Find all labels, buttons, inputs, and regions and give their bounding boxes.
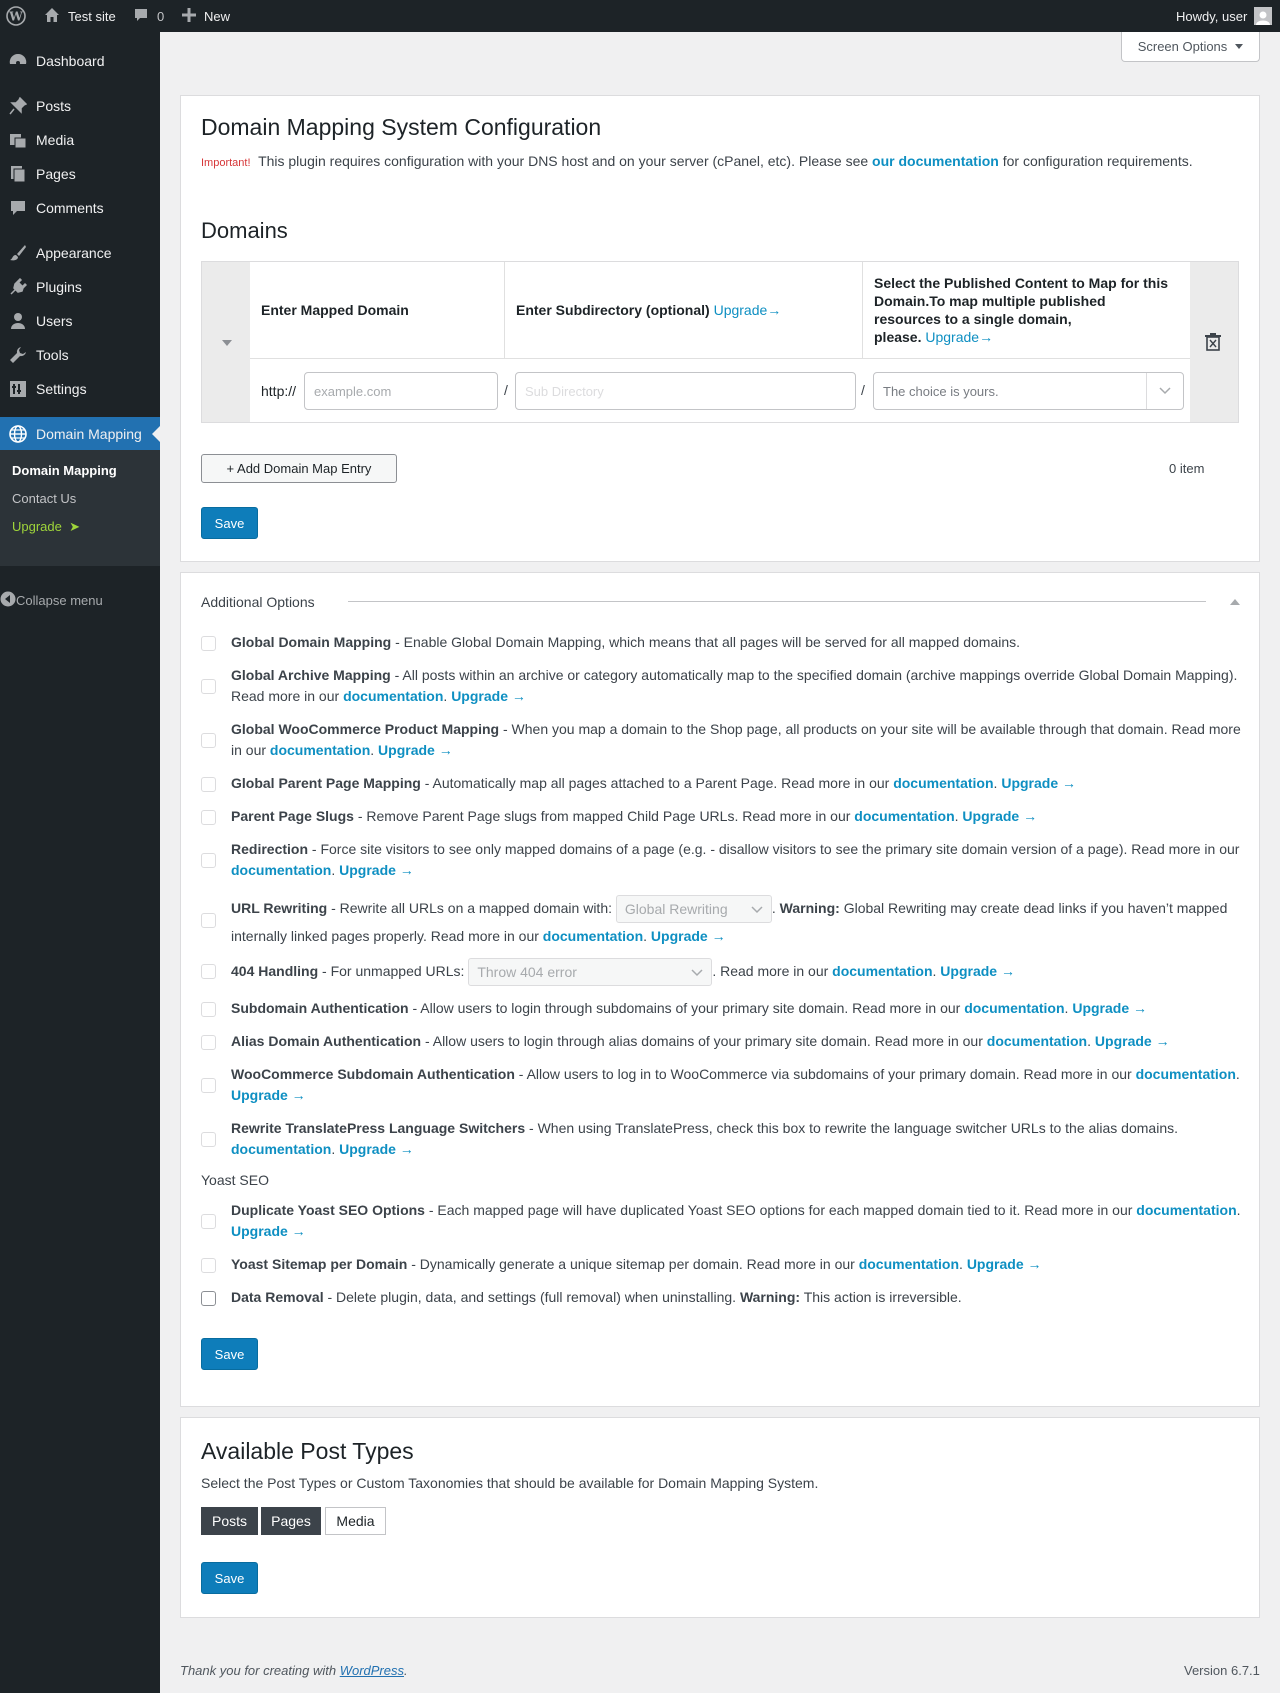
collapse-up-icon[interactable] [1230, 599, 1240, 605]
doc-separator: . [1087, 1033, 1092, 1049]
menu-label: Posts [36, 98, 72, 114]
doc-separator: . [643, 928, 648, 945]
upgrade-link[interactable]: Upgrade → [1001, 775, 1077, 791]
arrow-right-icon: ➤ [69, 519, 81, 534]
global-woocommerce-product-mapping-checkbox[interactable] [201, 733, 216, 748]
collapse-menu-button[interactable] [0, 584, 160, 616]
documentation-link[interactable]: documentation [858, 1256, 960, 1272]
home-icon [44, 7, 60, 26]
user-icon [0, 312, 36, 330]
post-type-media-toggle[interactable] [325, 1507, 386, 1535]
new-label: New [204, 8, 231, 24]
upgrade-link[interactable]: Upgrade → [966, 1256, 1042, 1272]
option-desc: - Each mapped page will have duplicated Yoast SEO options for each mapped domain tied to it. Read more in our [424, 1202, 1137, 1218]
menu-item-plugins[interactable] [0, 270, 160, 304]
subdirectory-input[interactable] [515, 372, 856, 410]
option-desc: - Allow users to login through subdomains of your primary site domain. Read more in our [408, 1000, 965, 1016]
option-name: Data Removal [231, 1289, 324, 1305]
option-name: 404 Handling [231, 963, 319, 979]
option-name: Rewrite TranslatePress Language Switchers [231, 1120, 526, 1136]
notice-text: This plugin requires configuration with your DNS host and on your server (cPanel, etc). Please see [258, 153, 869, 169]
post-type-pages-toggle[interactable] [261, 1507, 321, 1535]
caret-down-icon [1235, 44, 1243, 49]
collapse-label: Collapse menu [16, 592, 103, 608]
menu-item-pages[interactable] [0, 157, 160, 191]
option-name: Parent Page Slugs [231, 808, 354, 824]
additional-options-panel: Additional Options Global Domain Mapping - Enable Global Domain Mapping, which means that all pages will be served for all mapped domains. Global Archive Mapping - All posts within an archive or category automatically map to the specified domain (archive mappings override Global Domain Mapping). Read more in our documentation. Upgrade → Global WooCommerce Product Mapping - When you map a domain to the Shop page, all products on your site will be available through that domain. Read more in our documentation. Upgrade → Global Parent Page Mapping - Automatically map all pages attached to a Parent Page. Read more in our documentation. Upgrade → Parent Page Slugs - Remove Parent Page slugs from mapped Child Page URLs. Read more in our documentation. Upgrade → Redirection - Force site visitors to see only mapped domains of a page (e.g. - disallow visitors to see the primary site domain version of a page). Read more in our documentation. Upgrade → URL Rewriting - Rewrite all URLs on a mapped domain with: Global Rewriting . Warning: Global Rewriting may create dead links if you haven’t mapped internally linked pages properly. Read more in our documentation. Upgrade → 404 Handling - For unmapped URLs: Throw 404 error . Read more in our documentation. Upgrade → Subdomain Authentication - Allow users to login through subdomains of your primary site domain. Read more in our documentation. Upgrade → Alias Domain Authentication - Allow users to login through alias domains of your primary site domain. Read more in our documentation. Upgrade → WooCommerce Subdomain Authentication - Allow users to log in to WooCommerce via subdomains of your primary domain. Read more in our documentation. Upgrade → Rewrite TranslatePress Language Switchers - When using TranslatePress, check this box to rewrite the language switcher URLs to the alias domains. documentation. Upgrade → Yoast SEO Duplicate Yoast SEO Options - Each mapped page will have duplicated Yoast SEO options for each mapped domain tied to it. Read more in our documentation. Upgrade → Yoast Sitemap per Domain - Dynamically generate a unique sitemap per domain. Read more in our documentation. Upgrade → Data Removal - Delete plugin, data, and settings (full removal) when uninstalling. Warning: This action is irreversible. Save [180, 572, 1260, 1407]
toggle-label: Pages [271, 1513, 311, 1529]
svg-text:W: W [9, 9, 23, 24]
doc-separator: . [1235, 1066, 1240, 1082]
upgrade-link[interactable]: Upgrade → [339, 1141, 414, 1157]
url-rewriting-select[interactable] [616, 895, 772, 923]
thanks-post: . [404, 1663, 408, 1678]
footer-version: Version 6.7.1 [1184, 1663, 1260, 1678]
additional-options-heading: Additional Options [201, 594, 315, 610]
documentation-link[interactable]: documentation [542, 928, 644, 945]
important-label: Important! [201, 157, 251, 169]
option-desc2: This action is irreversible. [800, 1289, 962, 1305]
menu-label: Tools [36, 347, 69, 363]
option-name: Alias Domain Authentication [231, 1033, 422, 1049]
button-label: + Add Domain Map Entry [226, 461, 372, 476]
http-prefix: http:// [261, 383, 297, 399]
option-desc: - Automatically map all pages attached to a Parent Page. Read more in our [420, 775, 894, 791]
comment-icon [0, 199, 36, 217]
heading-divider [348, 601, 1206, 602]
save-button[interactable] [201, 1562, 258, 1594]
footer-thanks [180, 1663, 408, 1678]
option-desc: - Enable Global Domain Mapping, which means that all pages will be served for all mapped domains. [391, 634, 1021, 650]
option-desc: - Allow users to log in to WooCommerce via subdomains of your primary domain. Read more in our [514, 1066, 1136, 1082]
pin-icon [0, 97, 36, 115]
collapse-row-icon[interactable] [222, 340, 232, 346]
domain-map-table [201, 261, 1239, 423]
rewrite-translatepress-checkbox[interactable] [201, 1132, 216, 1147]
chevron-down-icon [691, 957, 703, 987]
doc-separator: . [954, 808, 959, 824]
screen-options-label: Screen Options [1137, 39, 1228, 54]
pages-icon [0, 165, 36, 183]
yoast-seo-heading: Yoast SEO [201, 1172, 269, 1188]
menu-label: Users [36, 313, 73, 329]
input-placeholder: Sub Directory [525, 383, 604, 399]
avatar [1254, 7, 1272, 25]
documentation-link[interactable]: documentation [893, 775, 994, 791]
mapped-domain-input[interactable] [304, 372, 498, 410]
menu-item-media[interactable] [0, 123, 160, 157]
row-divider [250, 358, 1190, 359]
trash-icon[interactable] [1205, 333, 1221, 354]
option-name: Subdomain Authentication [231, 1000, 409, 1016]
option-desc: - For unmapped URLs: [318, 963, 465, 979]
option-name: URL Rewriting [231, 900, 328, 916]
documentation-link[interactable]: documentation [964, 1000, 1065, 1016]
comments-count: 0 [157, 8, 165, 24]
button-label: Save [214, 1570, 245, 1586]
option-name: Global Domain Mapping [231, 634, 392, 650]
col-label: Enter Subdirectory (optional) [516, 302, 710, 318]
option-desc: - When using TranslatePress, check this box to rewrite the language switcher URLs to the alias domains. [525, 1120, 1178, 1136]
option-name: WooCommerce Subdomain Authentication [231, 1066, 515, 1082]
upgrade-link[interactable]: Upgrade → [650, 928, 726, 945]
doc-separator: . [370, 742, 375, 758]
upgrade-link[interactable]: Upgrade → [451, 688, 526, 704]
post-types-heading: Available Post Types [201, 1438, 414, 1464]
option-desc: - Dynamically generate a unique sitemap per domain. Read more in our [407, 1256, 859, 1272]
site-name: Test site [68, 8, 116, 24]
404-handling-select[interactable] [468, 958, 712, 986]
dashboard-icon [0, 52, 36, 70]
doc-separator: . [1064, 1000, 1069, 1016]
thanks-text: Thank you for creating with [180, 1663, 337, 1678]
menu-label: Domain Mapping [36, 426, 142, 442]
menu-label: Dashboard [36, 53, 105, 69]
upgrade-link[interactable]: Upgrade → [940, 963, 1015, 979]
select-value: Global Rewriting [624, 901, 728, 918]
wordpress-logo-icon[interactable] [6, 0, 26, 32]
doc-separator: . [331, 862, 336, 878]
submenu-domain-mapping[interactable]: Domain Mapping [12, 463, 117, 478]
menu-item-dashboard[interactable] [0, 44, 160, 78]
documentation-link[interactable]: documentation [231, 1141, 332, 1157]
submenu-contact-us[interactable]: Contact Us [12, 491, 77, 506]
upgrade-link[interactable]: Upgrade → [339, 862, 414, 878]
admin-menu [0, 32, 160, 1693]
option-desc: - Delete plugin, data, and settings (full removal) when uninstalling. [323, 1289, 740, 1305]
col-label-line3: resources to a single domain, [874, 311, 1072, 327]
warning-label: Warning: [779, 900, 840, 916]
option-desc: - Remove Parent Page slugs from mapped Child Page URLs. Read more in our [353, 808, 855, 824]
button-label: Save [214, 1346, 245, 1362]
menu-item-users[interactable] [0, 304, 160, 338]
global-archive-mapping-checkbox[interactable] [201, 679, 216, 694]
input-placeholder: example.com [314, 383, 392, 399]
option-desc2: . Read more in our [712, 963, 833, 979]
data-removal-checkbox[interactable] [201, 1291, 216, 1306]
menu-item-comments[interactable] [0, 191, 160, 225]
config-notice [201, 153, 1211, 171]
select-value: Throw 404 error [477, 964, 577, 981]
option-name: Global Archive Mapping [231, 667, 391, 683]
menu-label: Settings [36, 381, 87, 397]
domain-map-row [250, 262, 1190, 422]
brush-icon [0, 244, 36, 262]
globe-icon [0, 425, 36, 443]
redirection-checkbox[interactable] [201, 853, 216, 868]
menu-item-domain-mapping[interactable] [0, 417, 160, 451]
post-type-posts-toggle[interactable] [201, 1507, 258, 1535]
option-name: Yoast Sitemap per Domain [231, 1256, 408, 1272]
save-button[interactable] [201, 1338, 258, 1370]
chevron-down-icon [1146, 373, 1183, 409]
menu-label: Appearance [36, 245, 112, 261]
upgrade-label: Upgrade [12, 519, 62, 534]
option-desc: - All posts within an archive or category automatically map to the specified domain (archive mappings override Global Domain Mapping). Read more in our [231, 667, 1238, 704]
menu-item-appearance[interactable] [0, 236, 160, 270]
documentation-link[interactable]: documentation [832, 963, 933, 979]
post-types-panel [180, 1417, 1260, 1618]
configuration-panel [180, 95, 1260, 562]
option-desc: - Force site visitors to see only mapped domains of a page (e.g. - disallow visitors to see the primary site domain version of a page). Read more in our [308, 841, 1240, 857]
doc-separator: . [1236, 1202, 1241, 1218]
upgrade-link[interactable]: Upgrade → [378, 742, 453, 758]
slash-separator: / [861, 382, 865, 398]
option-desc: - Rewrite all URLs on a mapped domain with: [327, 900, 612, 916]
domain-mapping-submenu [0, 450, 160, 566]
documentation-link[interactable]: documentation [343, 688, 444, 704]
option-name: Duplicate Yoast SEO Options [231, 1202, 425, 1218]
menu-label: Comments [36, 200, 104, 216]
upgrade-link[interactable]: Upgrade → [962, 808, 1038, 824]
wordpress-link[interactable]: WordPress [339, 1663, 404, 1678]
duplicate-yoast-seo-checkbox[interactable] [201, 1214, 216, 1229]
subdomain-authentication-checkbox[interactable] [201, 1002, 216, 1017]
screen-options-button[interactable] [1121, 32, 1260, 62]
col-mapped-domain [250, 262, 505, 358]
doc-separator: . [932, 963, 937, 979]
submenu-upgrade[interactable] [12, 519, 80, 535]
upgrade-link[interactable]: Upgrade → [1094, 1033, 1170, 1049]
published-content-select[interactable] [873, 372, 1184, 410]
option-desc: - Allow users to login through alias domains of your primary site domain. Read more in our [421, 1033, 987, 1049]
site-name-link[interactable] [44, 0, 116, 32]
documentation-link[interactable]: documentation [231, 862, 332, 878]
domains-heading: Domains [201, 218, 288, 243]
option-name: Global Parent Page Mapping [231, 775, 421, 791]
new-content-link[interactable] [182, 0, 230, 32]
global-domain-mapping-checkbox[interactable] [201, 636, 216, 651]
menu-item-posts[interactable] [0, 89, 160, 123]
url-rewriting-checkbox[interactable] [201, 913, 216, 928]
documentation-link[interactable]: documentation [1135, 1066, 1236, 1082]
subdir-upgrade-link[interactable]: Upgrade→ [713, 302, 782, 318]
documentation-link[interactable]: documentation [269, 742, 371, 758]
option-name: Global WooCommerce Product Mapping [231, 721, 500, 737]
save-button[interactable] [201, 507, 258, 539]
upgrade-link[interactable]: Upgrade → [231, 1223, 306, 1239]
button-label: Save [214, 515, 245, 531]
item-count: 0 item [1169, 461, 1205, 476]
upgrade-link[interactable]: Upgrade → [231, 1087, 306, 1103]
add-domain-map-entry-button[interactable] [201, 454, 397, 483]
option-desc2: Global Rewriting may create dead links if you haven’t mapped internally linked pages properly. Read more in our [231, 900, 1228, 945]
alias-domain-authentication-checkbox[interactable] [201, 1035, 216, 1050]
menu-label: Plugins [36, 279, 82, 295]
documentation-link[interactable]: our documentation [872, 153, 999, 169]
documentation-link[interactable]: documentation [1136, 1202, 1237, 1218]
content-upgrade-link[interactable]: Upgrade→ [925, 329, 994, 345]
notice-text-post: for configuration requirements. [1002, 153, 1193, 169]
plus-icon [182, 8, 196, 25]
col-published-content [863, 262, 1190, 358]
global-parent-page-mapping-checkbox[interactable] [201, 777, 216, 792]
col-label-line4: please. [874, 329, 922, 345]
admin-bar [0, 0, 1280, 32]
col-label-line2: Domain.To map multiple published [874, 293, 1106, 309]
select-placeholder: The choice is yours. [883, 383, 999, 399]
option-name: Redirection [231, 841, 309, 857]
doc-separator: . [993, 775, 998, 791]
documentation-link[interactable]: documentation [854, 808, 955, 824]
warning-label: Warning: [739, 1289, 801, 1305]
woocommerce-subdomain-authentication-checkbox[interactable] [201, 1078, 216, 1093]
settings-icon [0, 380, 36, 398]
menu-item-settings[interactable] [0, 372, 160, 406]
toggle-label: Media [336, 1513, 375, 1529]
comment-icon [133, 7, 149, 26]
option-desc: - When you map a domain to the Shop page, all products on your site will be available through that domain. Read more in our [231, 721, 1241, 758]
menu-label: Media [36, 132, 75, 148]
404-handling-checkbox[interactable] [201, 964, 216, 979]
doc-separator: . [443, 688, 448, 704]
page-title: Domain Mapping System Configuration [201, 114, 602, 140]
slash-separator: / [504, 382, 508, 398]
wrench-icon [0, 346, 36, 364]
collapse-icon [0, 591, 16, 610]
comments-link[interactable] [133, 0, 164, 32]
col-subdirectory [505, 262, 863, 358]
doc-separator: . [331, 1141, 336, 1157]
chevron-down-icon [751, 896, 763, 922]
parent-page-slugs-checkbox[interactable] [201, 810, 216, 825]
plug-icon [0, 278, 36, 296]
account-link[interactable] [1176, 0, 1272, 32]
col-label-line1: Select the Published Content to Map for this [874, 275, 1169, 291]
howdy-text: Howdy, user [1176, 8, 1248, 24]
upgrade-link[interactable]: Upgrade → [1072, 1000, 1148, 1016]
menu-label: Pages [36, 166, 76, 182]
documentation-link[interactable]: documentation [986, 1033, 1088, 1049]
col-label: Enter Mapped Domain [261, 302, 409, 318]
toggle-label: Posts [211, 1513, 247, 1529]
media-icon [0, 131, 36, 149]
post-types-description: Select the Post Types or Custom Taxonomies that should be available for Domain Mapping System. [201, 1475, 819, 1491]
menu-item-tools[interactable] [0, 338, 160, 372]
doc-separator: . [959, 1256, 963, 1272]
yoast-sitemap-per-domain-checkbox[interactable] [201, 1258, 216, 1273]
